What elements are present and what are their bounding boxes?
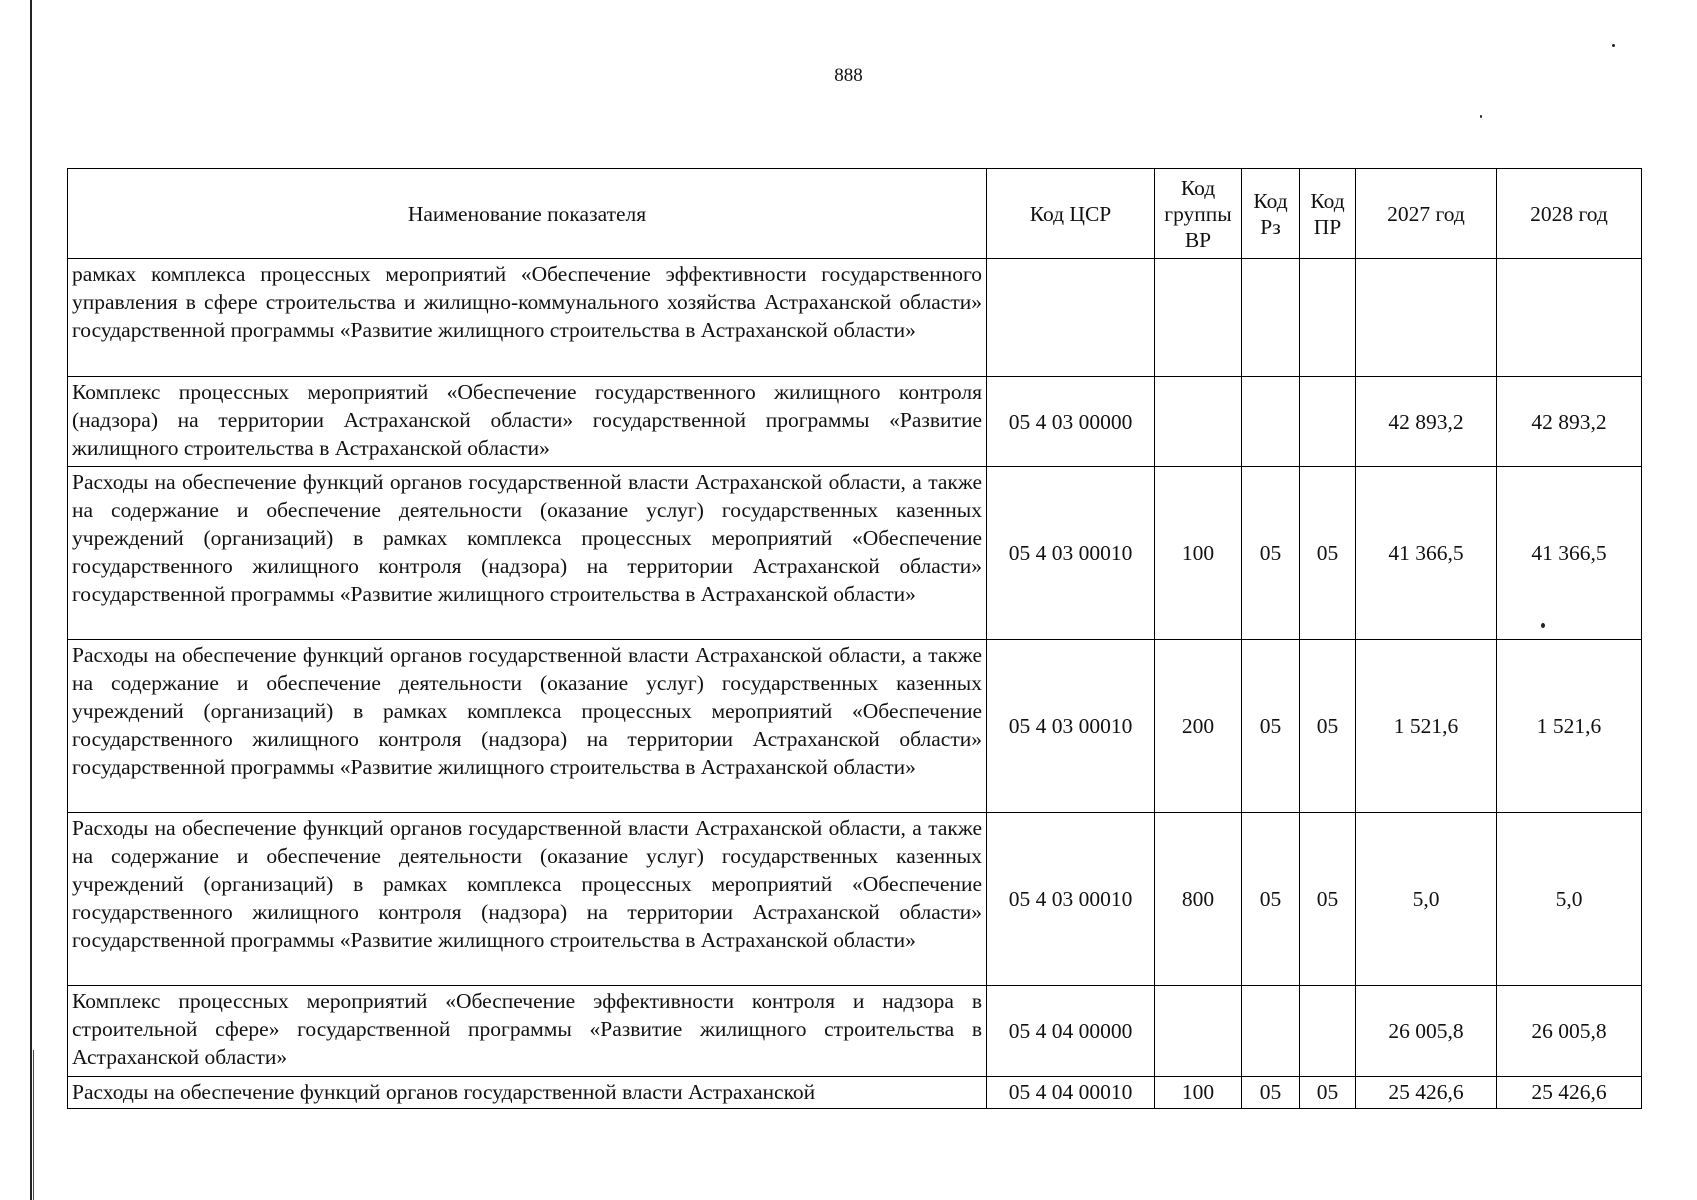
table-row <box>68 640 1642 813</box>
cell-2027: 26 005,8 <box>1356 986 1497 1077</box>
scan-speck <box>1480 115 1482 118</box>
table-row <box>68 986 1642 1077</box>
cell-vr: 200 <box>1155 640 1242 813</box>
cell-rz <box>1242 377 1300 467</box>
table-row <box>68 813 1642 986</box>
table-row <box>68 377 1642 467</box>
budget-table <box>67 168 1642 1109</box>
cell-name: Расходы на обеспечение функций органов государственной власти Астраханской области, а также на содержание и обеспечение деятельности (оказание услуг) государственных казенных учреждений (организаций) в рамках комплекса процессных мероприятий «Обеспечение государственного жилищного контроля (надзора) на территории Астраханской области» государственной программы «Развитие жилищного строительства в Астраханской области» <box>68 467 987 640</box>
column-header-vr: Код группы ВР <box>1155 169 1242 259</box>
cell-rz: 05 <box>1242 467 1300 640</box>
cell-rz: 05 <box>1242 1077 1300 1109</box>
table-row <box>68 259 1642 377</box>
cell-2028: 26 005,8 <box>1497 986 1642 1077</box>
cell-name: Расходы на обеспечение функций органов государственной власти Астраханской <box>68 1077 987 1109</box>
table-row <box>68 467 1642 640</box>
cell-2028: 41 366,5 <box>1497 467 1642 640</box>
cell-pr <box>1300 259 1356 377</box>
cell-2027: 42 893,2 <box>1356 377 1497 467</box>
cell-name: Комплекс процессных мероприятий «Обеспечение государственного жилищного контроля (надзора) на территории Астраханской области» государственной программы «Развитие жилищного строительства в Астраханской области» <box>68 377 987 467</box>
cell-csr: 05 4 04 00000 <box>987 986 1155 1077</box>
cell-vr: 100 <box>1155 467 1242 640</box>
cell-2027 <box>1356 259 1497 377</box>
cell-csr: 05 4 03 00010 <box>987 640 1155 813</box>
binding-edge-line <box>30 0 32 1200</box>
cell-vr <box>1155 986 1242 1077</box>
cell-pr: 05 <box>1300 1077 1356 1109</box>
cell-rz <box>1242 259 1300 377</box>
column-header-pr: Код ПР <box>1300 169 1356 259</box>
cell-pr <box>1300 986 1356 1077</box>
scan-speck <box>1612 44 1615 47</box>
column-header-2028: 2028 год <box>1497 169 1642 259</box>
cell-csr <box>987 259 1155 377</box>
column-header-rz: Код Рз <box>1242 169 1300 259</box>
column-header-name: Наименование показателя <box>68 169 987 259</box>
cell-2028: 25 426,6 <box>1497 1077 1642 1109</box>
cell-pr: 05 <box>1300 813 1356 986</box>
table-row <box>68 1077 1642 1109</box>
cell-vr <box>1155 377 1242 467</box>
cell-2027: 1 521,6 <box>1356 640 1497 813</box>
cell-csr: 05 4 03 00010 <box>987 813 1155 986</box>
cell-2028: 42 893,2 <box>1497 377 1642 467</box>
binding-edge-line-lower <box>33 1050 34 1200</box>
cell-vr: 100 <box>1155 1077 1242 1109</box>
cell-2027: 5,0 <box>1356 813 1497 986</box>
cell-pr: 05 <box>1300 640 1356 813</box>
cell-name: Расходы на обеспечение функций органов государственной власти Астраханской области, а также на содержание и обеспечение деятельности (оказание услуг) государственных казенных учреждений (организаций) в рамках комплекса процессных мероприятий «Обеспечение государственного жилищного контроля (надзора) на территории Астраханской области» государственной программы «Развитие жилищного строительства в Астраханской области» <box>68 813 987 986</box>
cell-name: Расходы на обеспечение функций органов государственной власти Астраханской области, а также на содержание и обеспечение деятельности (оказание услуг) государственных казенных учреждений (организаций) в рамках комплекса процессных мероприятий «Обеспечение государственного жилищного контроля (надзора) на территории Астраханской области» государственной программы «Развитие жилищного строительства в Астраханской области» <box>68 640 987 813</box>
cell-csr: 05 4 04 00010 <box>987 1077 1155 1109</box>
cell-rz <box>1242 986 1300 1077</box>
cell-csr: 05 4 03 00010 <box>987 467 1155 640</box>
cell-2028: 5,0 <box>1497 813 1642 986</box>
cell-vr <box>1155 259 1242 377</box>
column-header-csr: Код ЦСР <box>987 169 1155 259</box>
page-number: 888 <box>834 65 863 86</box>
cell-pr: 05 <box>1300 467 1356 640</box>
cell-pr <box>1300 377 1356 467</box>
table-header-row <box>68 169 1642 259</box>
column-header-2027: 2027 год <box>1356 169 1497 259</box>
cell-2028: 1 521,6 <box>1497 640 1642 813</box>
cell-2027: 25 426,6 <box>1356 1077 1497 1109</box>
cell-vr: 800 <box>1155 813 1242 986</box>
cell-2027: 41 366,5 <box>1356 467 1497 640</box>
cell-name: рамках комплекса процессных мероприятий «Обеспечение эффективности государственного управления в сфере строительства и жилищно-коммунального хозяйства Астраханской области» государственной программы «Развитие жилищного строительства в Астраханской области» <box>68 259 987 377</box>
cell-name: Комплекс процессных мероприятий «Обеспечение эффективности контроля и надзора в строительной сфере» государственной программы «Развитие жилищного строительства в Астраханской области» <box>68 986 987 1077</box>
cell-csr: 05 4 03 00000 <box>987 377 1155 467</box>
cell-rz: 05 <box>1242 640 1300 813</box>
cell-2028 <box>1497 259 1642 377</box>
cell-rz: 05 <box>1242 813 1300 986</box>
